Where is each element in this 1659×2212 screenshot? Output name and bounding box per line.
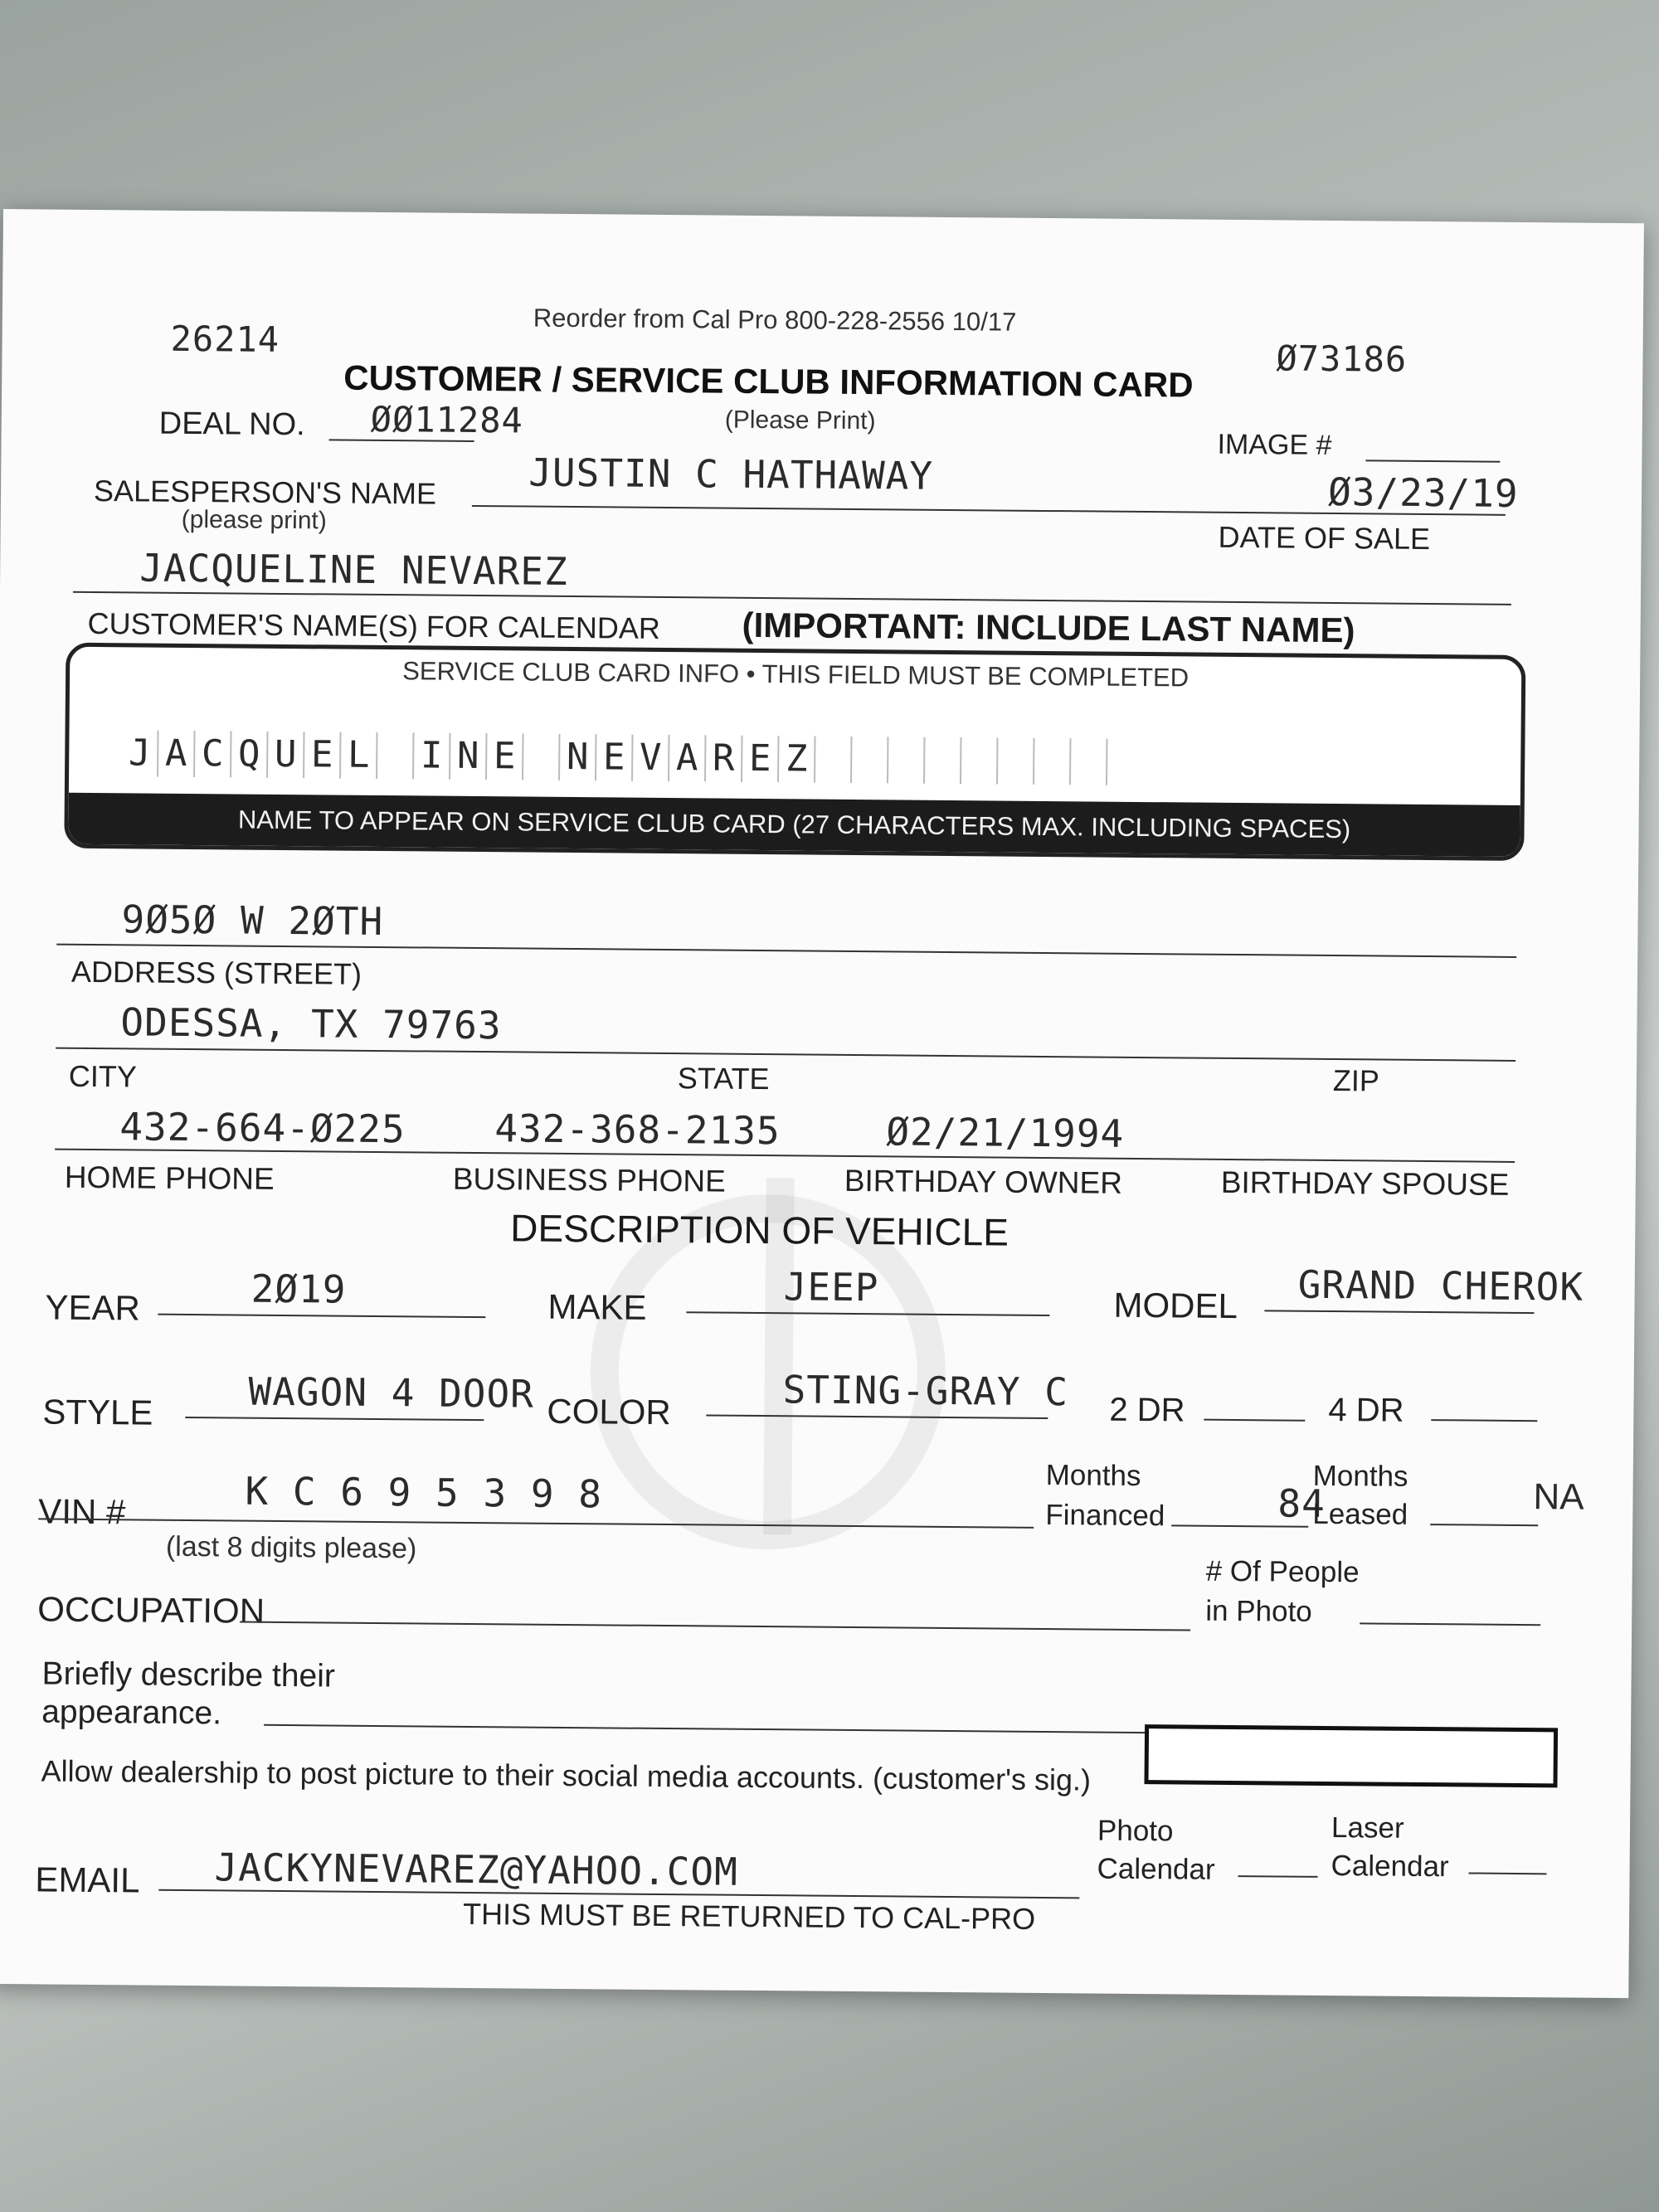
months-financed-label-1: Months (1045, 1459, 1141, 1493)
birthday-owner-label: BIRTHDAY OWNER (844, 1163, 1123, 1200)
service-club-char-cell[interactable] (925, 737, 961, 784)
months-leased-label-2: Leased (1312, 1497, 1408, 1531)
return-notice: THIS MUST BE RETURNED TO CAL-PRO (462, 1896, 1036, 1936)
months-financed-label-2: Financed (1045, 1499, 1165, 1533)
date-of-sale-value[interactable]: Ø3/23/19 (1327, 469, 1519, 516)
months-leased-line (1430, 1524, 1538, 1526)
address-label: ADDRESS (STREET) (71, 954, 362, 991)
service-club-char-cell[interactable] (815, 737, 852, 783)
customer-name-value[interactable]: JACQUELINE NEVAREZ (139, 545, 568, 594)
service-club-char-cell[interactable]: A (158, 731, 195, 777)
months-financed-line (1171, 1524, 1308, 1527)
four-door-line[interactable] (1431, 1419, 1537, 1422)
months-leased-label-1: Months (1312, 1459, 1408, 1493)
salesperson-sub-label: (please print) (181, 505, 327, 535)
service-club-char-cell[interactable]: V (633, 735, 669, 781)
service-club-characters[interactable] (122, 730, 1107, 785)
social-media-consent-label: Allow dealership to post picture to their social media accounts. (customer's sig.) (41, 1753, 1092, 1797)
make-value[interactable]: JEEP (783, 1264, 879, 1310)
photo-calendar-label-1: Photo (1097, 1814, 1174, 1848)
occupation-line[interactable] (240, 1621, 1190, 1631)
salesperson-value[interactable]: JUSTIN C HATHAWAY (528, 450, 934, 498)
year-label: YEAR (45, 1287, 141, 1328)
service-club-char-cell[interactable]: N (450, 733, 487, 780)
reorder-text: Reorder from Cal Pro 800-228-2556 10/17 (533, 303, 1017, 337)
information-card (0, 209, 1644, 1998)
laser-calendar-label-1: Laser (1331, 1811, 1404, 1845)
model-value[interactable]: GRAND CHEROK (1297, 1262, 1584, 1310)
please-print-note: (Please Print) (724, 406, 876, 435)
model-line (1264, 1310, 1534, 1314)
people-in-photo-line[interactable] (1360, 1622, 1540, 1626)
home-phone-value[interactable]: 432-664-Ø225 (119, 1104, 406, 1152)
people-in-photo-label-2: in Photo (1205, 1594, 1312, 1628)
service-club-char-cell[interactable]: N (560, 734, 596, 780)
service-club-char-cell[interactable]: L (341, 732, 377, 779)
service-club-char-cell[interactable]: U (268, 732, 304, 778)
make-label: MAKE (547, 1286, 647, 1327)
photo-calendar-label-2: Calendar (1097, 1852, 1215, 1886)
card-title: CUSTOMER / SERVICE CLUB INFORMATION CARD (343, 357, 1194, 405)
service-club-char-cell[interactable] (961, 737, 998, 784)
customer-name-label: CUSTOMER'S NAME(S) FOR CALENDAR (87, 605, 661, 645)
two-door-line[interactable] (1204, 1419, 1305, 1422)
service-club-char-cell[interactable]: E (304, 732, 341, 778)
four-door-label: 4 DR (1328, 1391, 1404, 1429)
customer-signature-box[interactable] (1144, 1724, 1558, 1787)
service-club-char-cell[interactable] (1034, 738, 1071, 785)
salesperson-label: SALESPERSON'S NAME (93, 473, 437, 511)
vin-sub-label: (last 8 digits please) (165, 1530, 417, 1565)
service-club-char-cell[interactable] (377, 732, 414, 779)
city-label: CITY (68, 1058, 138, 1094)
service-club-box (64, 643, 1525, 861)
vin-label: VIN # (38, 1491, 126, 1532)
image-label: IMAGE # (1217, 428, 1332, 461)
birthday-owner-value[interactable]: Ø2/21/1994 (886, 1109, 1125, 1156)
service-club-footer: NAME TO APPEAR ON SERVICE CLUB CARD (27 CHARACTERS MAX. INCLUDING SPACES) (68, 793, 1520, 857)
form-number: 26214 (170, 318, 280, 360)
style-value[interactable]: WAGON 4 DOOR (248, 1369, 535, 1417)
color-value[interactable]: STING-GRAY C (782, 1367, 1069, 1415)
image-line (1365, 459, 1500, 462)
email-value[interactable]: JACKYNEVAREZ@YAHOO.COM (214, 1845, 739, 1894)
business-phone-label: BUSINESS PHONE (452, 1161, 726, 1198)
customer-name-line (73, 591, 1511, 605)
deal-no-label: DEAL NO. (158, 406, 305, 443)
style-label: STYLE (42, 1392, 153, 1432)
appearance-label-1: Briefly describe their (41, 1655, 336, 1694)
service-club-header: SERVICE CLUB CARD INFO • THIS FIELD MUST BE COMPLETED (402, 656, 1190, 693)
customer-name-important: (IMPORTANT: INCLUDE LAST NAME) (742, 605, 1355, 650)
service-club-char-cell[interactable]: A (669, 735, 706, 781)
state-label: STATE (677, 1061, 770, 1096)
vin-value[interactable]: K C 6 9 5 3 9 8 (245, 1468, 603, 1517)
service-club-char-cell[interactable] (852, 737, 888, 783)
service-club-char-cell[interactable] (888, 737, 925, 783)
phone-line (55, 1149, 1515, 1163)
two-door-label: 2 DR (1109, 1391, 1185, 1429)
year-line (158, 1314, 485, 1318)
photo-calendar-line[interactable] (1238, 1875, 1318, 1878)
service-club-char-cell[interactable]: E (742, 736, 779, 782)
deal-no-value[interactable]: ØØ11284 (370, 398, 524, 441)
people-in-photo-label-1: # Of People (1205, 1554, 1360, 1589)
appearance-label-2: appearance. (41, 1694, 222, 1732)
service-club-char-cell[interactable]: E (487, 733, 523, 780)
zip-label: ZIP (1332, 1063, 1380, 1098)
model-label: MODEL (1113, 1285, 1238, 1326)
city-line (56, 1048, 1515, 1062)
service-club-char-cell[interactable] (998, 737, 1034, 784)
year-value[interactable]: 2Ø19 (251, 1266, 347, 1312)
service-club-char-cell[interactable]: C (195, 731, 231, 777)
laser-calendar-label-2: Calendar (1331, 1850, 1449, 1884)
service-club-char-cell[interactable]: Z (779, 736, 815, 782)
months-leased-value[interactable]: NA (1533, 1476, 1584, 1518)
service-club-char-cell[interactable]: I (414, 732, 450, 779)
service-club-char-cell[interactable]: E (596, 734, 633, 780)
email-label: EMAIL (35, 1860, 140, 1900)
service-club-char-cell[interactable]: R (706, 735, 742, 781)
address-value[interactable]: 9Ø5Ø W 2ØTH (121, 897, 384, 945)
city-value[interactable]: ODESSA, TX 79763 (120, 999, 502, 1048)
occupation-label: OCCUPATION (37, 1589, 265, 1631)
service-club-char-cell[interactable] (523, 734, 560, 780)
vin-line (38, 1518, 1034, 1528)
service-club-char-cell[interactable]: Q (231, 731, 268, 777)
business-phone-value[interactable]: 432-368-2135 (494, 1106, 781, 1154)
home-phone-label: HOME PHONE (64, 1159, 275, 1196)
birthday-spouse-label: BIRTHDAY SPOUSE (1220, 1164, 1510, 1202)
date-of-sale-label: DATE OF SALE (1218, 519, 1431, 557)
service-club-char-cell[interactable]: J (122, 730, 158, 776)
laser-calendar-line[interactable] (1469, 1872, 1547, 1874)
serial-number: Ø73186 (1276, 338, 1408, 380)
color-label: COLOR (547, 1391, 671, 1432)
months-financed-value[interactable]: 84 (1277, 1480, 1326, 1526)
vehicle-section-header: DESCRIPTION OF VEHICLE (510, 1206, 1010, 1254)
style-line (185, 1417, 484, 1421)
service-club-char-cell[interactable] (1071, 738, 1107, 785)
